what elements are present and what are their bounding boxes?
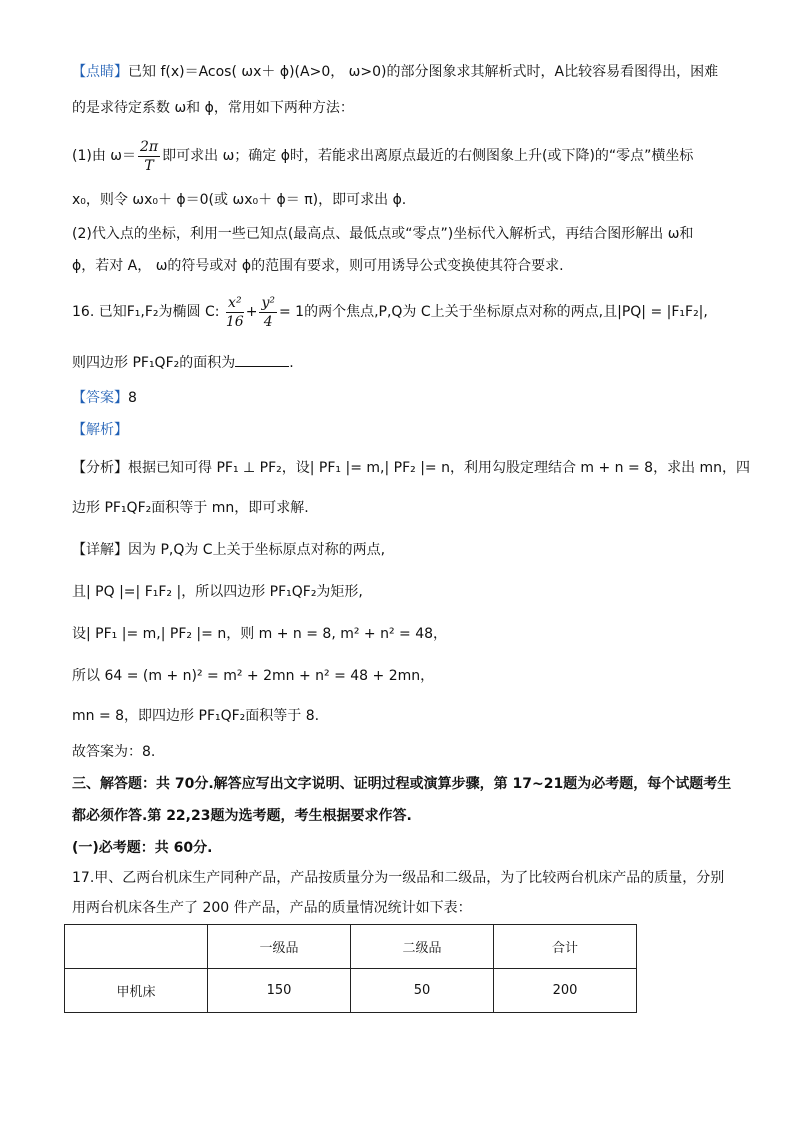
fraction-numerator: 2π	[140, 138, 159, 155]
q16-period: .	[289, 355, 294, 371]
fraction-denominator: T	[144, 157, 154, 174]
table-cell: 甲机床	[65, 969, 208, 1013]
table-header-cell: 二级品	[351, 925, 494, 969]
table-header-row	[65, 925, 637, 969]
fenxi-line-1	[72, 458, 750, 478]
q16-text: = 1的两个焦点,P,Q为 C上关于坐标原点对称的两点,且|PQ| = |F₁F₂|,	[278, 304, 708, 320]
method-1-text: 即可求出 ω；确定 ϕ时，若能求出离原点最近的右侧图象上升(或下降)的“零点”横坐标	[162, 148, 694, 164]
table-header-cell: 一级品	[208, 925, 351, 969]
fraction-numerator: x²	[226, 294, 244, 313]
xiangjie-line-6: 故答案为：8.	[72, 744, 156, 760]
dianjing-line-2: 的是求待定系数 ω和 ϕ，常用如下两种方法：	[72, 100, 354, 116]
fraction-y2-over-4	[259, 294, 277, 331]
fenxi-text-1: 根据已知可得 PF₁ ⊥ PF₂，设| PF₁ |= m,| PF₂ |= n，利用勾股定理结合 m + n = 8，求出 mn，四	[128, 460, 751, 476]
method-1-line-1	[72, 136, 693, 176]
fraction-denominator: 16	[225, 313, 244, 330]
question-17-line-2: 用两台机床各生产了 200 件产品，产品的质量情况统计如下表：	[72, 900, 472, 916]
question-16-line-1	[72, 292, 708, 332]
fraction-2pi-over-T	[138, 138, 160, 175]
dianjing-line-1	[72, 62, 718, 82]
question-17-line-1: 17.甲、乙两台机床生产同种产品，产品按质量分为一级品和二级品，为了比较两台机床产品的质量，分别	[72, 870, 725, 886]
table-header-cell	[65, 925, 208, 969]
method-2-line-1: (2)代入点的坐标，利用一些已知点(最高点、最低点或“零点”)坐标代入解析式，再结合图形解出 ω和	[72, 226, 694, 242]
answer-tag: 【答案】	[72, 390, 128, 406]
fenxi-line-2: 边形 PF₁QF₂面积等于 mn，即可求解.	[72, 500, 309, 516]
xiangjie-line-5: mn = 8，即四边形 PF₁QF₂面积等于 8.	[72, 708, 320, 724]
table-cell: 200	[494, 969, 637, 1013]
table-header-cell: 合计	[494, 925, 637, 969]
fraction-x2-over-16	[226, 294, 244, 331]
table-row	[65, 969, 637, 1013]
method-2-line-2: ϕ，若对 A， ω的符号或对 ϕ的范围有要求，则可用诱导公式变换使其符合要求.	[72, 258, 564, 274]
table-cell: 150	[208, 969, 351, 1013]
q16-prefix: 16. 已知F₁,F₂为椭圆 C:	[72, 304, 224, 320]
q16-area-prompt: 则四边形 PF₁QF₂的面积为	[72, 355, 236, 371]
section-3-line-1: 三、解答题：共 70分.解答应写出文字说明、证明过程或演算步骤，第 17~21题为必考题，每个试题考生	[72, 776, 732, 792]
xiangjie-line-3: 设| PF₁ |= m,| PF₂ |= n，则 m + n = 8, m² + n² = 48，	[72, 626, 448, 642]
plus-sign: +	[245, 304, 258, 320]
method-1-line-2: x₀，则令 ωx₀＋ ϕ＝0(或 ωx₀＋ ϕ＝ π)，即可求出 ϕ.	[72, 192, 407, 208]
fraction-numerator: y²	[261, 294, 275, 311]
question-16-line-2	[72, 352, 294, 373]
answer-blank	[235, 352, 289, 367]
section-3-line-3: (一)必考题：共 60分.	[72, 840, 213, 856]
table-cell: 50	[351, 969, 494, 1013]
dianjing-text-1: 已知 f(x)＝Acos( ωx＋ ϕ)(A>0， ω>0)的部分图象求其解析式时，A比较容易看图得出，困难	[128, 64, 719, 80]
xiangjie-line-1	[72, 540, 385, 560]
xiangjie-line-2: 且| PQ |=| F₁F₂ |，所以四边形 PF₁QF₂为矩形,	[72, 584, 363, 600]
fraction-denominator: 4	[263, 313, 273, 330]
method-1-prefix: (1)由 ω＝	[72, 148, 137, 164]
xiangjie-tag: 【详解】	[72, 542, 128, 558]
section-3-line-2: 都必须作答.第 22,23题为选考题，考生根据要求作答.	[72, 808, 412, 824]
answer-line	[72, 388, 137, 408]
xiangjie-text-1: 因为 P,Q为 C上关于坐标原点对称的两点,	[128, 542, 386, 558]
quality-table	[64, 924, 637, 1013]
answer-value: 8	[128, 390, 137, 406]
jiexi-tag: 【解析】	[72, 422, 128, 438]
dianjing-tag: 【点睛】	[72, 64, 128, 80]
fenxi-tag: 【分析】	[72, 460, 128, 476]
xiangjie-line-4: 所以 64 = (m + n)² = m² + 2mn + n² = 48 + 2mn，	[72, 668, 435, 684]
